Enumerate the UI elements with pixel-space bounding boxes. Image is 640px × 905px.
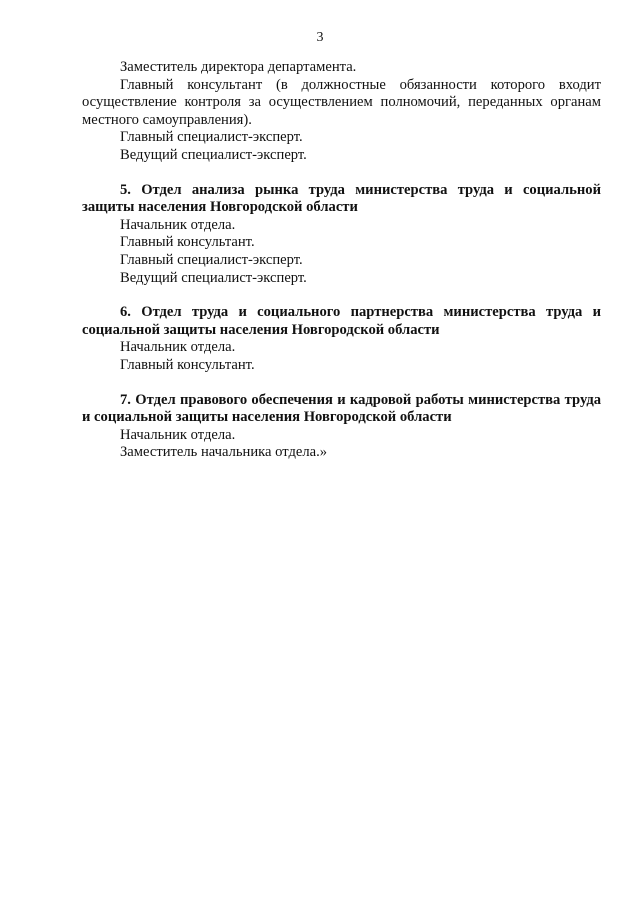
section-6 [82, 304, 601, 374]
section-item: Главный консультант. [120, 356, 255, 373]
intro-line-1: Заместитель директора департамента. [120, 59, 357, 75]
section-5 [82, 182, 601, 288]
intro-line-4: Ведущий специалист-эксперт. [120, 146, 307, 163]
section-heading: 6. Отдел труда и социального партнерства министерства труда и социальной защиты населения Новгородской области [82, 304, 601, 338]
section-item: Ведущий специалист-эксперт. [120, 269, 307, 286]
section-gap [82, 375, 601, 392]
intro-line-3: Главный специалист-эксперт. [120, 129, 303, 146]
section-item: Начальник отдела. [120, 216, 236, 233]
page-number: 3 [316, 30, 324, 45]
section-item: Главный специалист-эксперт. [120, 251, 303, 268]
section-heading: 7. Отдел правового обеспечения и кадровой работы министерства труда и социальной защиты населения Новгородской области [82, 391, 601, 426]
section-gap [82, 287, 601, 304]
document-body [82, 59, 601, 462]
section-item: Заместитель начальника отдела.» [120, 444, 328, 461]
section-gap [82, 165, 601, 182]
intro-line-2: Главный консультант (в должностные обязанности которого входит осуществление контроля за осуществлением полномочий, переданных органам местного самоуправления). [82, 76, 601, 128]
section-item: Начальник отдела. [120, 339, 236, 356]
section-item: Главный консультант. [120, 234, 255, 251]
section-item: Начальник отдела. [120, 426, 236, 443]
section-heading: 5. Отдел анализа рынка труда министерства труда и социальной защиты населения Новгородской области [82, 181, 601, 216]
section-7 [82, 392, 601, 462]
